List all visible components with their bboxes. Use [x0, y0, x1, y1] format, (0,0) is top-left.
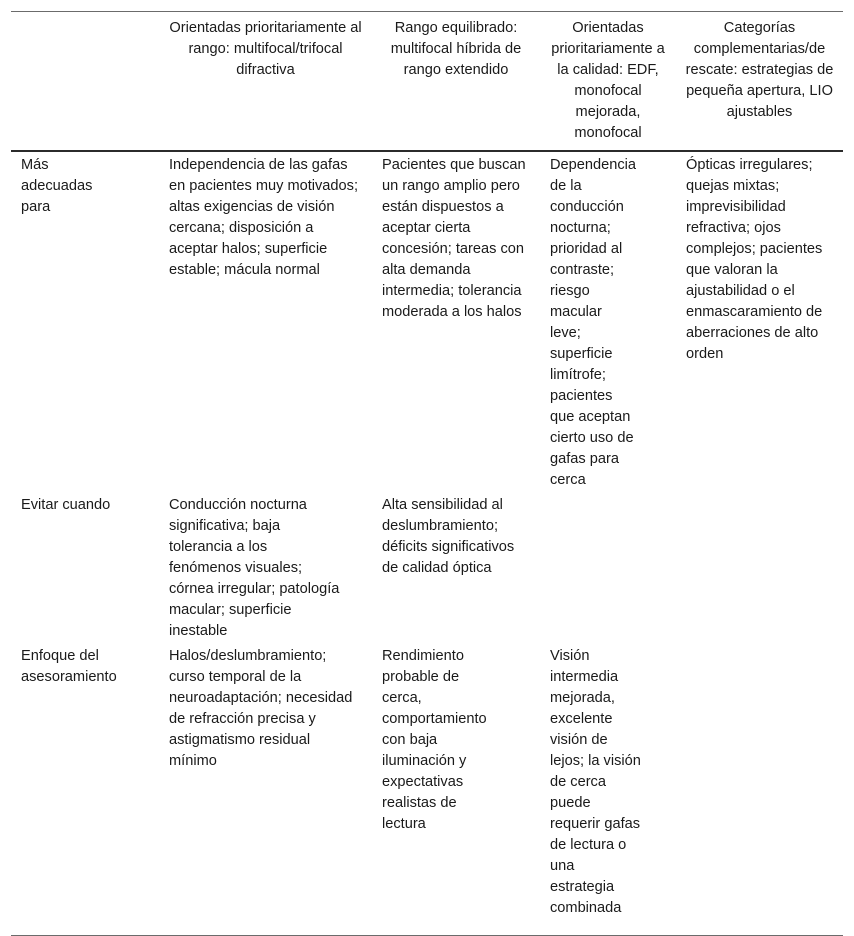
comparison-table-container [11, 11, 843, 936]
table-cell [676, 492, 843, 643]
table-cell: Independencia de las gafas en pacientes muy motivados; altas exigencias de visión cercana; disposición a aceptar halos; superficie estable; mácula normal [169, 157, 359, 278]
table-cell: Alta sensibilidad al deslumbramiento; déficits significativos de calidad óptica [382, 497, 515, 576]
header-cell-quality-oriented: Orientadas prioritariamente a la calidad: EDF, monofocal mejorada, monofocal [551, 20, 665, 141]
table-row [11, 643, 843, 935]
table-cell [676, 643, 843, 935]
table-header [11, 12, 843, 152]
table-row [11, 492, 843, 643]
table-body [11, 151, 843, 935]
table-cell: Rendimiento probable de cerca, comportamiento con baja iluminación y expectativas realistas de lectura [382, 648, 487, 832]
row-label-best-suited: Más adecuadas para [21, 157, 93, 215]
header-cell-range-oriented: Orientadas prioritariamente al rango: multifocal/trifocal difractiva [169, 20, 362, 78]
header-cell-complementary: Categorías complementarias/de rescate: estrategias de pequeña apertura, LIO ajustables [685, 20, 834, 120]
table-cell: Pacientes que buscan un rango amplio pero están dispuestos a aceptar cierta concesión; tareas con alta demanda intermedia; tolerancia moderada a los halos [382, 157, 526, 320]
iol-comparison-table [11, 11, 843, 936]
row-label-avoid-when: Evitar cuando [21, 497, 111, 513]
table-cell: Visión intermedia mejorada, excelente visión de lejos; la visión de cerca puede requerir gafas de lectura o una estrategia combinada [550, 648, 641, 916]
table-cell: Dependencia de la conducción nocturna; prioridad al contraste; riesgo macular leve; superficie limítrofe; pacientes que aceptan cierto uso de gafas para cerca [550, 157, 637, 488]
table-cell: Halos/deslumbramiento; curso temporal de la neuroadaptación; necesidad de refracción precisa y astigmatismo residual mínimo [169, 648, 353, 769]
table-cell [540, 492, 676, 643]
header-cell-balanced-range: Rango equilibrado: multifocal híbrida de rango extendido [390, 20, 522, 78]
table-row [11, 151, 843, 492]
table-cell: Conducción nocturna significativa; baja tolerancia a los fenómenos visuales; córnea irregular; patología macular; superficie inestable [169, 497, 340, 639]
table-cell: Ópticas irregulares; quejas mixtas; imprevisibilidad refractiva; ojos complejos; pacientes que valoran la ajustabilidad o el enmascaramiento de aberraciones de alto orden [686, 157, 823, 362]
header-cell-empty [11, 12, 159, 152]
row-label-counseling-focus: Enfoque del asesoramiento [21, 648, 117, 685]
header-row [11, 12, 843, 152]
